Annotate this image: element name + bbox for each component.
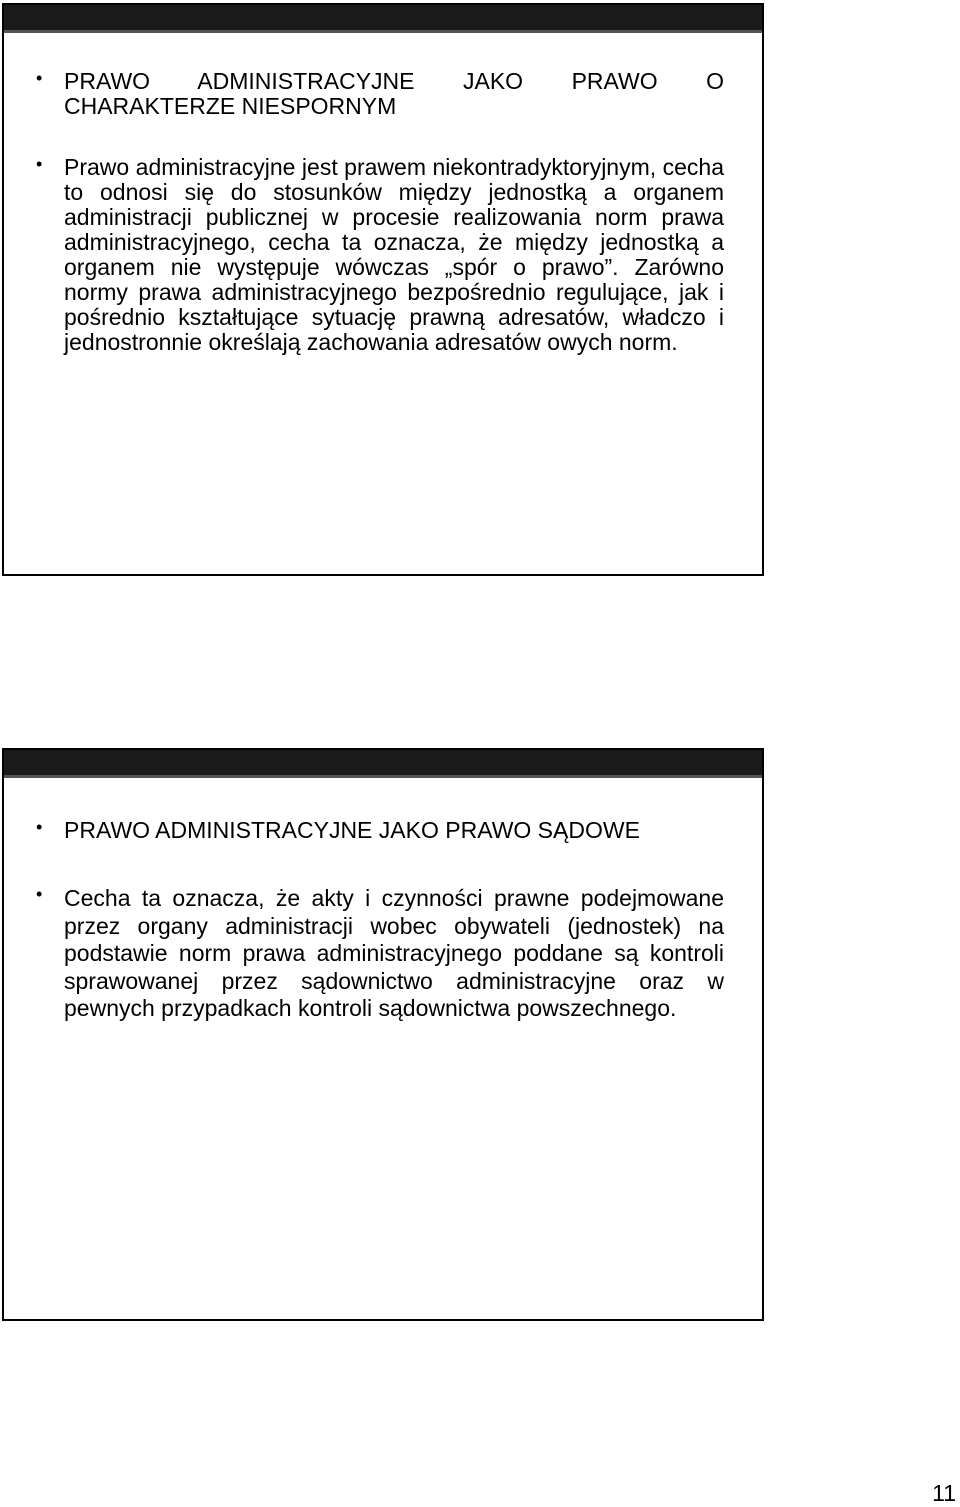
slide-2-heading-text: PRAWO ADMINISTRACYJNE JAKO PRAWO SĄDOWE — [64, 817, 640, 843]
bullet-icon: • — [36, 154, 43, 174]
slide-1-heading-text: PRAWO ADMINISTRACYJNE JAKO PRAWO O CHARAKTERZE NIESPORNYM — [64, 68, 724, 119]
slide-header-bar — [4, 5, 762, 33]
slide-1 — [2, 3, 764, 576]
slide-2-paragraph-text: Cecha ta oznacza, że akty i czynności prawne podejmowane przez organy administracji wobec obywateli (jednostek) na podstawie norm prawa administracyjnego poddane są kontroli sprawowanej przez sądownictwo administracyjne oraz w pewnych przypadkach kontroli sądownictwa powszechnego. — [64, 885, 724, 1021]
bullet-icon: • — [36, 68, 43, 88]
bullet-icon: • — [36, 884, 43, 904]
bullet-icon: • — [36, 817, 43, 837]
slide-1-paragraph-text: Prawo administracyjne jest prawem niekontradyktoryjnym, cecha to odnosi się do stosunków między jednostką a organem administracji publicznej w procesie realizowania norm prawa administracyjnego, cecha ta oznacza, że między jednostką a organem nie występuje wówczas „spór o prawo”. Zarówno normy prawa administracyjnego bezpośrednio regulujące, jak i pośrednio kształtujące sytuację prawną adresatów, władczo i jednostronnie określają zachowania adresatów owych norm. — [64, 154, 724, 355]
page-number: 11 — [932, 1480, 956, 1506]
slide-2-paragraph — [36, 884, 724, 1023]
slide-1-heading — [36, 68, 724, 119]
slide-2 — [2, 748, 764, 1321]
slide-2-heading — [36, 817, 724, 843]
slide-1-paragraph — [36, 154, 724, 355]
slide-header-bar — [4, 750, 762, 778]
